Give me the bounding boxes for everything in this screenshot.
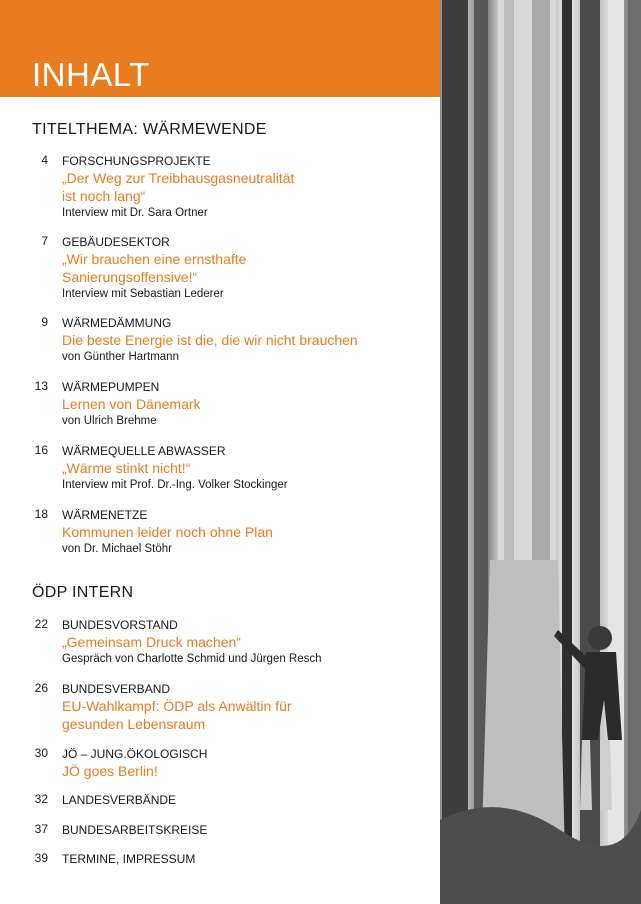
entry-headline: Lernen von Dänemark: [62, 396, 201, 412]
entry-headline-cont: ist noch lang“: [62, 188, 146, 204]
entry-headline-cont: Sanierungsoffensive!“: [62, 269, 198, 285]
entry-byline: Interview mit Dr. Sara Ortner: [62, 207, 208, 219]
entry-kicker: LANDESVERBÄNDE: [62, 793, 177, 807]
entry-kicker: WÄRMEQUELLE ABWASSER: [62, 444, 226, 458]
page-number: 39: [34, 851, 48, 865]
entry-headline: „Der Weg zur Treibhausgasneutralität: [62, 170, 295, 186]
entry-byline: Gespräch von Charlotte Schmid und Jürgen Resch: [62, 653, 322, 665]
entry-kicker: WÄRMENETZE: [62, 508, 148, 522]
entry-kicker: BUNDESVERBAND: [62, 682, 171, 696]
entry-headline: JÖ goes Berlin!: [62, 763, 158, 779]
page-number: 13: [34, 379, 48, 393]
forest-photo: [440, 0, 641, 904]
entry-kicker: TERMINE, IMPRESSUM: [62, 852, 196, 866]
page-number: 37: [34, 822, 48, 836]
section-heading-oedp-intern: ÖDP INTERN: [32, 584, 134, 601]
page-number: 4: [41, 153, 48, 167]
entry-headline: „Gemeinsam Druck machen“: [62, 634, 241, 650]
page-number: 18: [34, 507, 48, 521]
section-heading-titelthema: TITELTHEMA: WÄRMEWENDE: [32, 121, 267, 138]
forest-illustration: [440, 0, 641, 904]
page-number: 16: [34, 443, 48, 457]
entry-byline: von Dr. Michael Stöhr: [62, 543, 172, 555]
entry-headline: EU-Wahlkampf: ÖDP als Anwältin für: [62, 698, 292, 714]
page-title: INHALT: [32, 56, 150, 93]
page-number: 7: [41, 234, 48, 248]
entry-headline: „Wärme stinkt nicht!“: [62, 460, 191, 476]
page-number: 22: [34, 617, 48, 631]
entry-kicker: JÖ – JUNG.ÖKOLOGISCH: [62, 747, 208, 761]
page-number: 30: [34, 746, 48, 760]
entry-byline: von Günther Hartmann: [62, 351, 179, 363]
entry-kicker: WÄRMEDÄMMUNG: [62, 316, 172, 330]
entry-byline: Interview mit Prof. Dr.-Ing. Volker Stockinger: [62, 479, 288, 491]
entry-headline-cont: gesunden Lebensraum: [62, 716, 206, 732]
entry-headline: „Wir brauchen eine ernsthafte: [62, 251, 247, 267]
page-number: 9: [41, 315, 48, 329]
entry-kicker: BUNDESARBEITSKREISE: [62, 823, 208, 837]
page-number: 32: [34, 792, 48, 806]
entry-kicker: FORSCHUNGSPROJEKTE: [62, 154, 211, 168]
page-number: 26: [34, 681, 48, 695]
entry-kicker: GEBÄUDESEKTOR: [62, 235, 170, 249]
entry-headline: Kommunen leider noch ohne Plan: [62, 524, 273, 540]
entry-kicker: BUNDESVORSTAND: [62, 618, 178, 632]
entry-byline: von Ulrich Brehme: [62, 415, 157, 427]
entry-kicker: WÄRMEPUMPEN: [62, 380, 160, 394]
entry-headline: Die beste Energie ist die, die wir nicht brauchen: [62, 332, 358, 348]
entry-byline: Interview mit Sebastian Lederer: [62, 288, 224, 300]
